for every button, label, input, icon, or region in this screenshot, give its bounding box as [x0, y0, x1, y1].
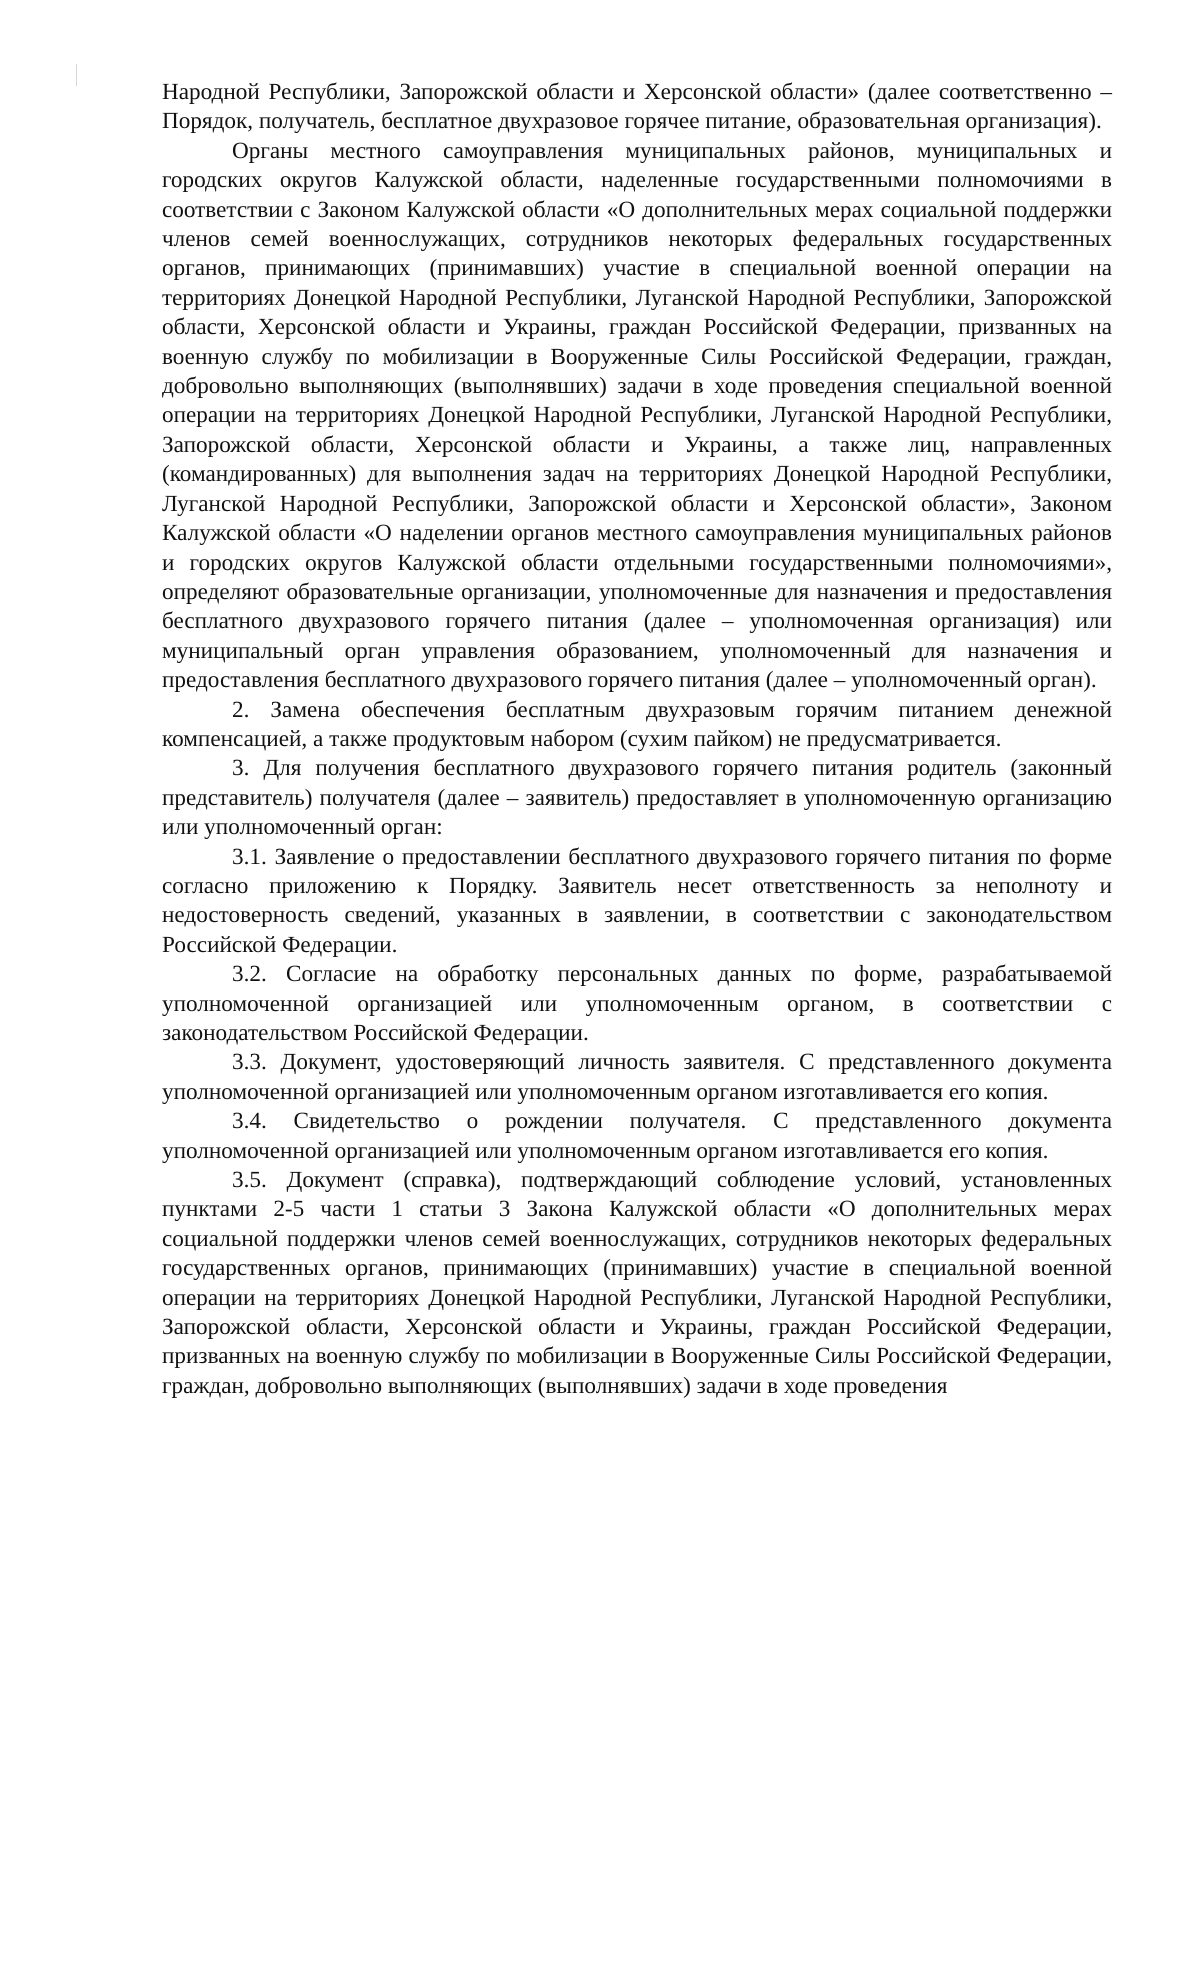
paragraph-item-3-3: 3.3. Документ, удостоверяющий личность заявителя. С представленного документа уполномоченной организацией или уполномоченным органом изготавливается его копия.: [162, 1049, 1112, 1105]
document-body: [162, 78, 1112, 1401]
paragraph-item-3-2: 3.2. Согласие на обработку персональных данных по форме, разрабатываемой уполномоченной организацией или уполномоченным органом, в соответствии с законодательством Российской Федерации.: [162, 961, 1112, 1046]
paragraph-item-3-4: 3.4. Свидетельство о рождении получателя. С представленного документа уполномоченной организацией или уполномоченным органом изготавливается его копия.: [162, 1108, 1112, 1164]
paragraph-item-2: 2. Замена обеспечения бесплатным двухразовым горячим питанием денежной компенсацией, а также продуктовым набором (сухим пайком) не предусматривается.: [162, 696, 1112, 752]
paragraph-continuation: Народной Республики, Запорожской области и Херсонской области» (далее соответственно – Порядок, получатель, бесплатное двухразовое горячее питание, образовательная организация).: [162, 79, 1112, 135]
paragraph-authorities: Органы местного самоуправления муниципальных районов, муниципальных и городских округов Калужской области, наделенные государственными полномочиями в соответствии с Законом Калужской области «О дополнительных мерах социальной поддержки членов семей военнослужащих, сотрудников некоторых федеральных государственных органов, принимающих (принимавших) участие в специальной военной операции на территориях Донецкой Народной Республики, Луганской Народной Республики, Запорожской области, Херсонской области и Украины, граждан Российской Федерации, призванных на военную службу по мобилизации в Вооруженные Силы Российской Федерации, граждан, добровольно выполняющих (выполнявших) задачи в ходе проведения специальной военной операции на территориях Донецкой Народной Республики, Луганской Народной Республики, Запорожской области, Херсонской области и Украины, а также лиц, направленных (командированных) для выполнения задач на территориях Донецкой Народной Республики, Луганской Народной Республики, Запорожской области и Херсонской области», Законом Калужской области «О наделении органов местного самоуправления муниципальных районов и городских округов Калужской области отдельными государственными полномочиями», определяют образовательные организации, уполномоченные для назначения и предоставления бесплатного двухразового горячего питания (далее – уполномоченная организация) или муниципальный орган управления образованием, уполномоченный для назначения и предоставления бесплатного двухразового горячего питания (далее – уполномоченный орган).: [162, 137, 1112, 694]
paragraph-item-3-1: 3.1. Заявление о предоставлении бесплатного двухразового горячего питания по форме согласно приложению к Порядку. Заявитель несет ответственность за неполноту и недостоверность сведений, указанных в заявлении, в соответствии с законодательством Российской Федерации.: [162, 843, 1112, 958]
scan-artifact-line: [76, 64, 77, 86]
paragraph-item-3-5: 3.5. Документ (справка), подтверждающий соблюдение условий, установленных пунктами 2-5 части 1 статьи 3 Закона Калужской области «О дополнительных мерах социальной поддержки членов семей военнослужащих, сотрудников некоторых федеральных государственных органов, принимающих (принимавших) участие в специальной военной операции на территориях Донецкой Народной Республики, Луганской Народной Республики, Запорожской области, Херсонской области и Украины, граждан Российской Федерации, призванных на военную службу по мобилизации в Вооруженные Силы Российской Федерации, граждан, добровольно выполняющих (выполнявших) задачи в ходе проведения: [162, 1167, 1112, 1399]
paragraph-item-3: 3. Для получения бесплатного двухразового горячего питания родитель (законный представитель) получателя (далее – заявитель) предоставляет в уполномоченную организацию или уполномоченный орган:: [162, 755, 1112, 841]
